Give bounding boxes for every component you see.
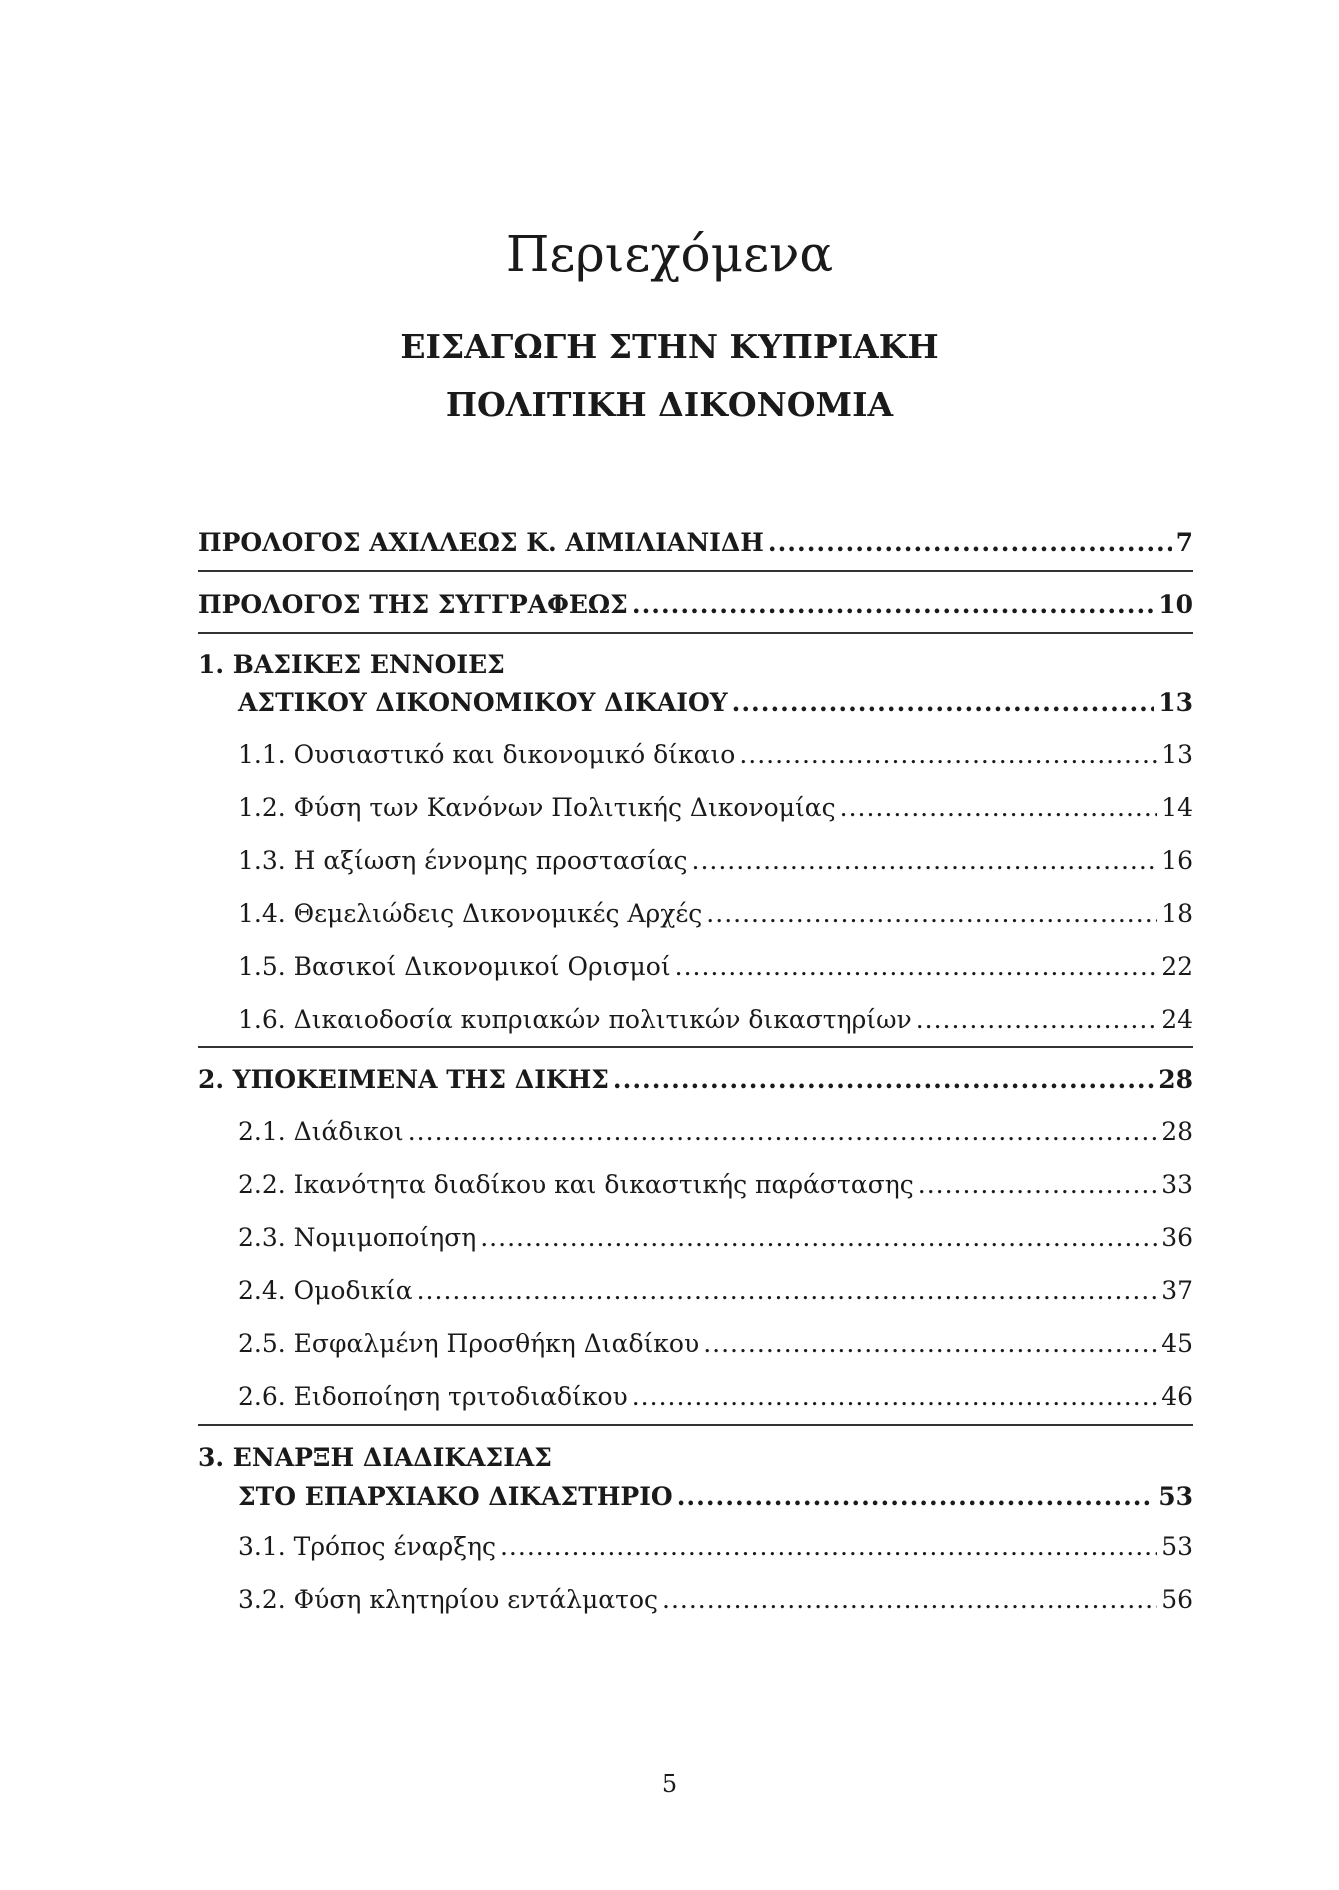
toc-entry-page: 13 (1158, 688, 1193, 717)
leader-dots (417, 1276, 1158, 1305)
toc-entry-label: ΣΤΟ ΕΠΑΡΧΙΑΚΟ ΔΙΚΑΣΤΗΡΙΟ (238, 1482, 673, 1511)
toc-entry-label: 2.3. Νομιμοποίηση (238, 1223, 477, 1252)
toc-chapter-3[interactable] (238, 1482, 1193, 1511)
leader-dots (916, 1005, 1157, 1034)
toc-entry-label: 2. ΥΠΟΚΕΙΜΕΝΑ ΤΗΣ ΔΙΚΗΣ (198, 1065, 609, 1094)
toc-entry-page: 56 (1161, 1585, 1193, 1614)
table-of-contents (198, 0, 1193, 1700)
toc-item[interactable] (238, 1329, 1193, 1358)
leader-dots (632, 1382, 1157, 1411)
toc-entry-page: 10 (1158, 590, 1193, 619)
toc-entry-prologue-1[interactable] (198, 528, 1193, 557)
toc-entry-page: 16 (1161, 846, 1193, 875)
divider (198, 1424, 1193, 1426)
toc-entry-label: 1.4. Θεμελιώδεις Δικονομικές Αρχές (238, 899, 703, 928)
toc-item[interactable] (238, 846, 1193, 875)
toc-chapter-2[interactable] (198, 1065, 1193, 1094)
toc-entry-label: 1.1. Ουσιαστικό και δικονομικό δίκαιο (238, 740, 736, 769)
toc-item[interactable] (238, 1170, 1193, 1199)
page-number: 5 (661, 1770, 678, 1798)
toc-entry-label: 2.1. Διάδικοι (238, 1117, 404, 1146)
toc-entry-label: ΠΡΟΛΟΓΟΣ ΑΧΙΛΛΕΩΣ Κ. ΑΙΜΙΛΙΑΝΙΔΗ (198, 528, 764, 557)
toc-entry-label: 3.2. Φύση κλητηρίου εντάλματος (238, 1585, 659, 1614)
toc-entry-label: 1.2. Φύση των Κανόνων Πολιτικής Δικονομίας (238, 793, 836, 822)
toc-entry-label: 1.6. Δικαιοδοσία κυπριακών πολιτικών δικαστηρίων (238, 1005, 912, 1034)
toc-entry-page: 18 (1161, 899, 1193, 928)
toc-item[interactable] (238, 1382, 1193, 1411)
divider (198, 570, 1193, 572)
toc-entry-page: 33 (1161, 1170, 1193, 1199)
toc-item[interactable] (238, 1223, 1193, 1252)
toc-entry-label: 3.1. Τρόπος έναρξης (238, 1532, 496, 1561)
book-title-line: ΠΟΛΙΤΙΚΗ ΔΙΚΟΝΟΜΙΑ (445, 385, 894, 424)
toc-entry-page: 28 (1161, 1117, 1193, 1146)
leader-dots (408, 1117, 1157, 1146)
toc-item[interactable] (238, 793, 1193, 822)
leader-dots (768, 528, 1172, 557)
toc-entry-label: 2.5. Εσφαλμένη Προσθήκη Διαδίκου (238, 1329, 700, 1358)
toc-entry-page: 7 (1175, 528, 1193, 557)
leader-dots (703, 1329, 1157, 1358)
toc-entry-label: 2.4. Ομοδικία (238, 1276, 413, 1305)
leader-dots (480, 1223, 1157, 1252)
toc-item[interactable] (238, 952, 1193, 981)
toc-entry-page: 37 (1161, 1276, 1193, 1305)
toc-entry-page: 45 (1161, 1329, 1193, 1358)
leader-dots (677, 1482, 1154, 1511)
leader-dots (500, 1532, 1157, 1561)
book-title-line: ΕΙΣΑΓΩΓΗ ΣΤΗΝ ΚΥΠΡΙΑΚΗ (400, 327, 939, 366)
toc-chapter-3-line-1[interactable]: 3. ΕΝΑΡΞΗ ΔΙΑΔΙΚΑΣΙΑΣ (198, 1443, 552, 1472)
leader-dots (632, 590, 1154, 619)
leader-dots (739, 740, 1157, 769)
toc-chapter-1[interactable] (238, 688, 1193, 717)
toc-entry-page: 13 (1161, 740, 1193, 769)
divider (198, 632, 1193, 634)
toc-entry-label: ΠΡΟΛΟΓΟΣ ΤΗΣ ΣΥΓΓΡΑΦΕΩΣ (198, 590, 628, 619)
toc-item[interactable] (238, 1005, 1193, 1034)
toc-entry-label: ΑΣΤΙΚΟΥ ΔΙΚΟΝΟΜΙΚΟΥ ΔΙΚΑΙΟΥ (238, 688, 728, 717)
toc-entry-prologue-2[interactable] (198, 590, 1193, 619)
toc-chapter-1-line-1[interactable]: 1. ΒΑΣΙΚΕΣ ΕΝΝΟΙΕΣ (198, 650, 505, 679)
toc-item[interactable] (238, 1276, 1193, 1305)
toc-item[interactable] (238, 1117, 1193, 1146)
leader-dots (613, 1065, 1154, 1094)
toc-item[interactable] (238, 899, 1193, 928)
leader-dots (675, 952, 1158, 981)
leader-dots (840, 793, 1158, 822)
toc-item[interactable] (238, 1532, 1193, 1561)
toc-item[interactable] (238, 1585, 1193, 1614)
toc-entry-page: 14 (1161, 793, 1193, 822)
leader-dots (706, 899, 1157, 928)
toc-item[interactable] (238, 740, 1193, 769)
divider (198, 1046, 1193, 1048)
toc-entry-label: 2.2. Ικανότητα διαδίκου και δικαστικής παράστασης (238, 1170, 914, 1199)
toc-entry-page: 22 (1161, 952, 1193, 981)
toc-entry-page: 46 (1161, 1382, 1193, 1411)
toc-entry-page: 53 (1161, 1532, 1193, 1561)
page-title: Περιεχόμενα (505, 225, 834, 283)
toc-entry-label: 1.3. Η αξίωση έννομης προστασίας (238, 846, 688, 875)
leader-dots (662, 1585, 1157, 1614)
toc-entry-page: 53 (1158, 1482, 1193, 1511)
leader-dots (918, 1170, 1157, 1199)
toc-entry-label: 1.5. Βασικοί Δικονομικοί Ορισμοί (238, 952, 671, 981)
toc-entry-page: 36 (1161, 1223, 1193, 1252)
toc-entry-page: 28 (1158, 1065, 1193, 1094)
toc-entry-page: 24 (1161, 1005, 1193, 1034)
leader-dots (692, 846, 1158, 875)
leader-dots (732, 688, 1155, 717)
toc-entry-label: 2.6. Ειδοποίηση τριτοδιαδίκου (238, 1382, 628, 1411)
